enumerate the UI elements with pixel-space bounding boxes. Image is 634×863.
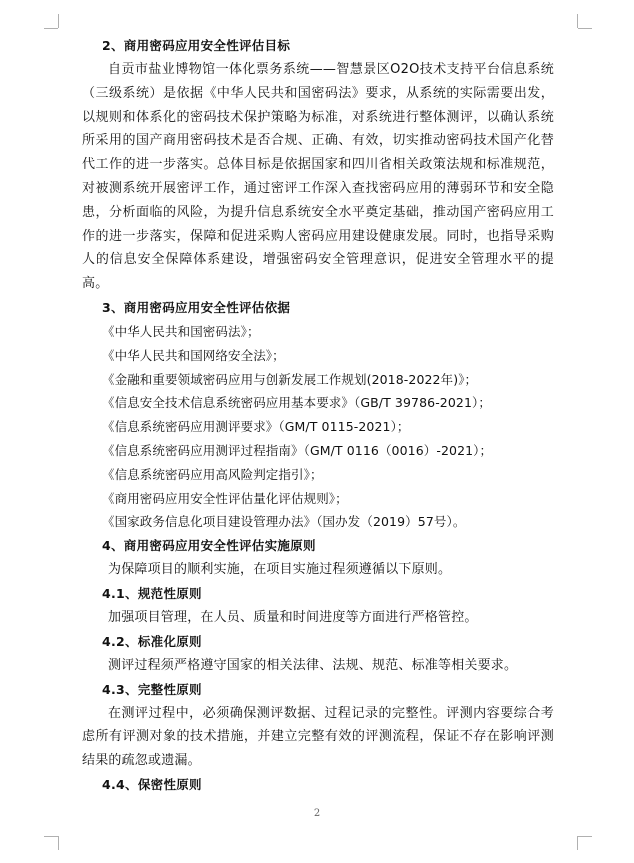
crop-mark-top-right: [577, 14, 578, 28]
paragraph: 为保障项目的顺利实施，在项目实施过程须遵循以下原则。: [108, 562, 452, 578]
paragraph: 自贡市盐业博物馆一体化票务系统——智慧景区O2O技术支持平台信息系统（三级系统）是依据《中华人民共和国密码法》要求，从系统的实际需要出发，以规则和体系化的密码技术保护策略为标准，对系统进行整体测评，以确认系统所采用的国产商用密码技术是否合规、正确、有效，切实推动密码技术国产化替代工作的进一步落实。总体目标是依据国家和四川省相关政策法规和标准规范，对被测系统开展密评工作，通过密评工作深入查找密码应用的薄弱环节和安全隐患，分析面临的风险，为提升信息系统安全水平奠定基础，推动国产密码应用工作的进一步落实，保障和促进采购人密码应用建设健康发展。同时，也指导采购人的信息安全保障体系建设，增强密码安全管理意识，促进安全管理水平的提高。: [82, 62, 554, 292]
page-number: 2: [313, 808, 321, 819]
crop-mark-top-right: [578, 28, 592, 29]
crop-mark-top-left: [58, 14, 59, 28]
reference-item: 《国家政务信息化项目建设管理办法》（国办发（2019）57号）。: [102, 514, 466, 530]
document-body: [82, 34, 554, 797]
reference-item: 《金融和重要领域密码应用与创新发展工作规划(2018-2022年)》；: [102, 371, 478, 387]
paragraph: 在测评过程中，必须确保测评数据、过程记录的完整性。评测内容要综合考虑所有评测对象的技术措施，并建立完整有效的评测流程，保证不存在影响评测结果的疏忽或遗漏。: [82, 705, 554, 769]
reference-item: 《信息系统密码应用高风险判定指引》；: [102, 466, 323, 482]
crop-mark-bottom-right: [577, 836, 578, 850]
reference-item: 《中华人民共和国网络安全法》；: [102, 347, 285, 363]
reference-item: 《信息安全技术信息系统密码应用基本要求》（GB/T 39786-2021）；: [102, 395, 491, 411]
reference-item: 《信息系统密码应用测评过程指南》（GM/T 0116（0016）-2021）；: [102, 442, 493, 458]
section-heading: 2、商用密码应用安全性评估目标: [102, 38, 291, 53]
crop-mark-bottom-left: [58, 836, 59, 850]
crop-mark-top-left: [44, 28, 58, 29]
subsection-heading: 4.2、标准化原则: [102, 633, 202, 649]
reference-item: 《信息系统密码应用测评要求》（GM/T 0115-2021）；: [102, 419, 410, 435]
paragraph: 加强项目管理，在人员、质量和时间进度等方面进行严格管控。: [108, 609, 478, 625]
crop-mark-bottom-left: [44, 836, 58, 837]
subsection-heading: 4.3、完整性原则: [102, 681, 202, 697]
reference-item: 《商用密码应用安全性评估量化评估规则》；: [102, 490, 348, 506]
subsection-heading: 4.1、规范性原则: [102, 585, 202, 601]
subsection-heading: 4.4、保密性原则: [102, 776, 202, 792]
paragraph: 测评过程须严格遵守国家的相关法律、法规、规范、标准等相关要求。: [108, 657, 518, 673]
crop-mark-bottom-right: [578, 836, 592, 837]
reference-item: 《中华人民共和国密码法》；: [102, 323, 260, 339]
section-heading: 3、商用密码应用安全性评估依据: [102, 299, 291, 315]
section-heading: 4、商用密码应用安全性评估实施原则: [102, 538, 316, 554]
